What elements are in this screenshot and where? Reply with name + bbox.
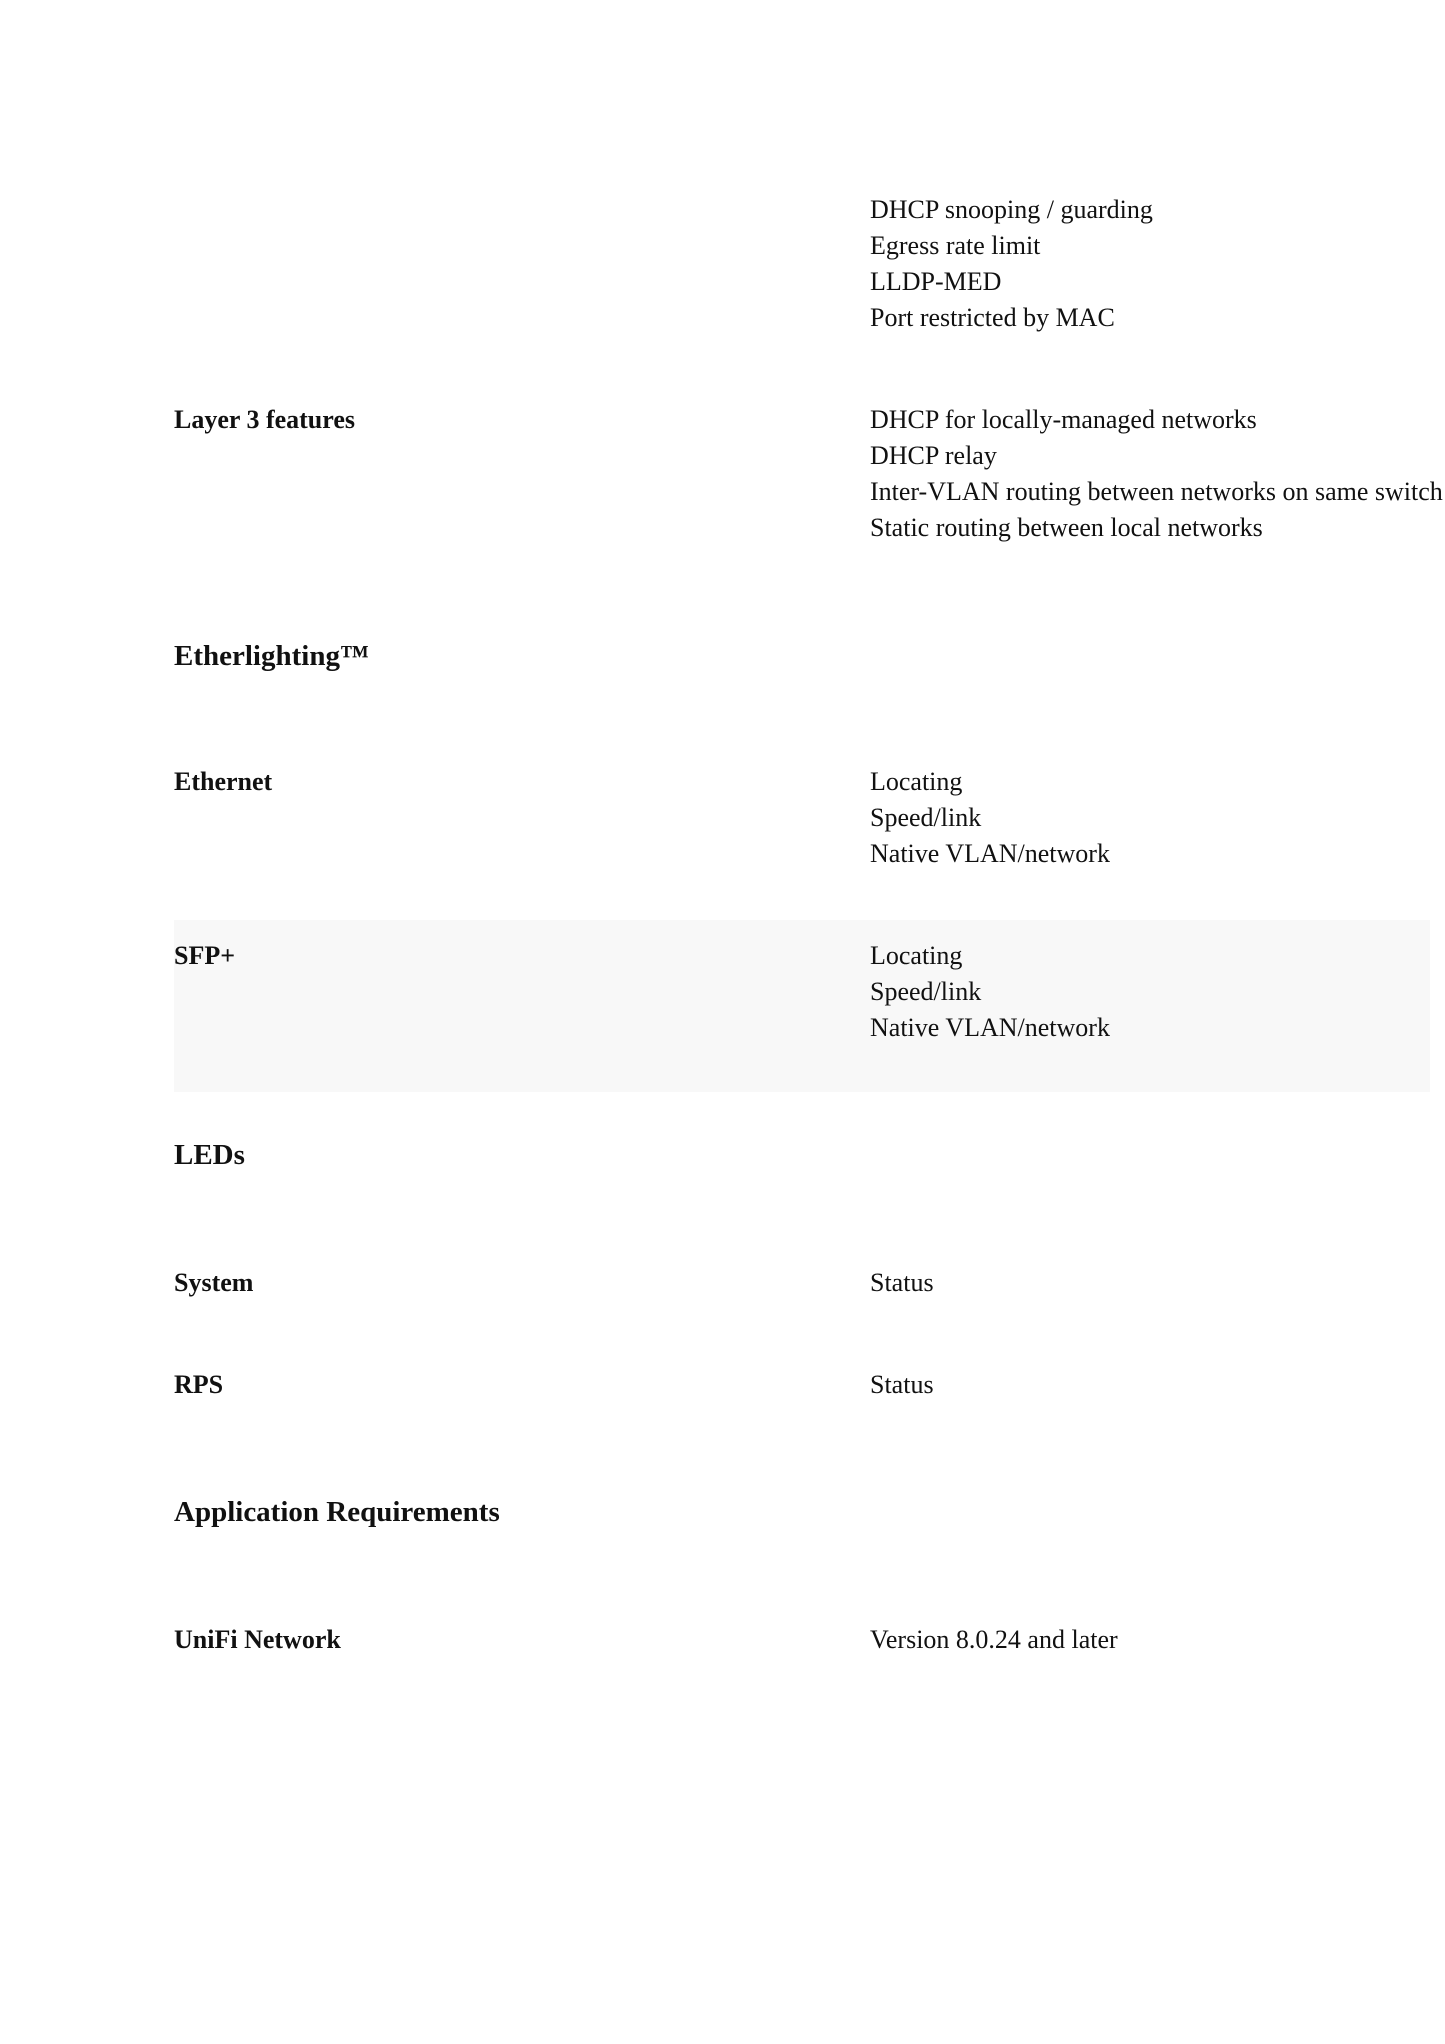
rps-label: RPS [174, 1370, 224, 1399]
spec-value: Native VLAN/network [870, 1013, 1110, 1042]
sfp-row-background [174, 920, 1430, 1092]
spec-value: Status [870, 1268, 934, 1297]
sfp-label: SFP+ [174, 941, 236, 970]
spec-value: DHCP snooping / guarding [870, 195, 1153, 224]
spec-value: DHCP relay [870, 441, 997, 470]
spec-value: Speed/link [870, 803, 982, 832]
ethernet-values [870, 764, 1110, 872]
spec-value: Static routing between local networks [870, 513, 1263, 542]
layer3-features-label: Layer 3 features [174, 405, 355, 434]
leds-heading: LEDs [174, 1139, 245, 1171]
system-values [870, 1265, 934, 1301]
spec-value: Egress rate limit [870, 231, 1041, 260]
spec-value: Port restricted by MAC [870, 303, 1115, 332]
spec-value: DHCP for locally-managed networks [870, 405, 1257, 434]
spec-value: Version 8.0.24 and later [870, 1625, 1118, 1654]
spec-value: Speed/link [870, 977, 982, 1006]
layer3-features-values [870, 402, 1443, 546]
rps-values [870, 1367, 934, 1403]
etherlighting-heading: Etherlighting™ [174, 640, 369, 672]
spec-value: Inter-VLAN routing between networks on same switch [870, 477, 1443, 506]
spec-value: Status [870, 1370, 934, 1399]
spec-value: Native VLAN/network [870, 839, 1110, 868]
spec-value: LLDP-MED [870, 267, 1002, 296]
sfp-values [870, 938, 1110, 1046]
spec-value: Locating [870, 767, 963, 796]
unifi-network-values [870, 1622, 1118, 1658]
system-label: System [174, 1268, 254, 1297]
unifi-network-label: UniFi Network [174, 1625, 341, 1654]
application-requirements-heading: Application Requirements [174, 1496, 500, 1528]
layer2-features-values [870, 192, 1153, 336]
spec-value: Locating [870, 941, 963, 970]
ethernet-label: Ethernet [174, 767, 273, 796]
